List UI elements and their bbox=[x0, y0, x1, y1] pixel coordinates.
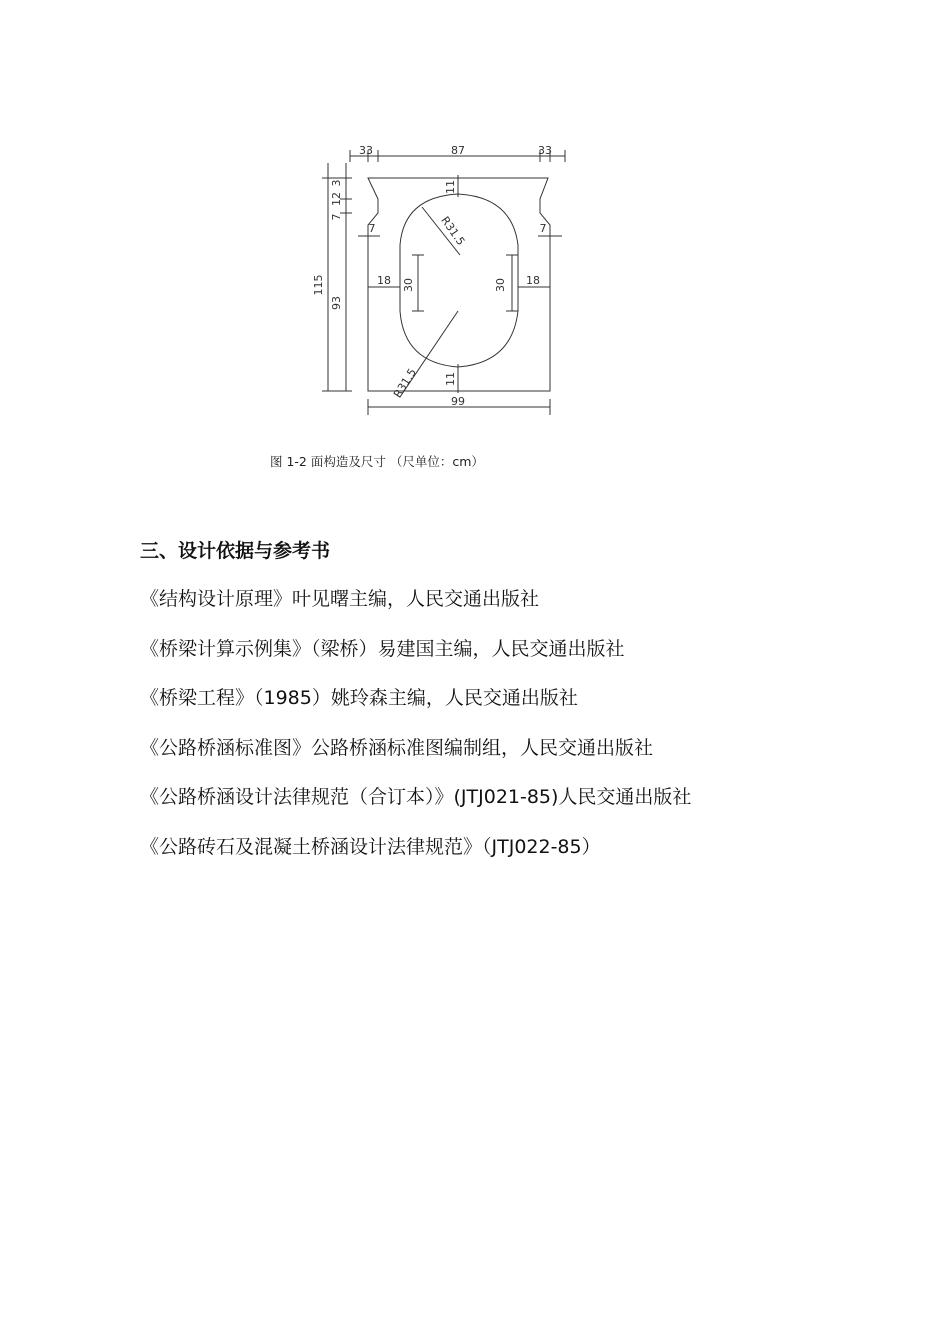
outer-outline bbox=[368, 178, 550, 391]
cross-section-drawing bbox=[300, 135, 580, 420]
section-heading: 三、设计依据与参考书 bbox=[140, 540, 331, 562]
dim-label-radius-top: R31.5 bbox=[438, 214, 468, 248]
dim-label-left-7: 7 bbox=[330, 213, 343, 221]
reference-item: 《桥梁计算示例集》（梁桥）易建国主编，人民交通出版社 bbox=[140, 637, 625, 660]
dim-label-left-12: 12 bbox=[330, 192, 343, 206]
dim-label-height-93: 93 bbox=[330, 296, 343, 310]
dim-label-side-7-right: 7 bbox=[539, 222, 547, 235]
dim-label-side-18-right: 18 bbox=[526, 274, 540, 287]
dim-label-top-mid: 87 bbox=[451, 144, 465, 157]
dim-label-top-11: 11 bbox=[444, 180, 457, 194]
dim-label-top-right: 33 bbox=[538, 144, 552, 157]
dim-label-side-7-left: 7 bbox=[368, 222, 376, 235]
reference-item: 《公路桥涵标准图》公路桥涵标准图编制组，人民交通出版社 bbox=[140, 736, 654, 759]
cross-section-svg bbox=[300, 135, 580, 420]
dim-label-bottom-11: 11 bbox=[444, 372, 457, 386]
dim-label-radius-bottom: R31.5 bbox=[391, 366, 420, 401]
dim-label-top-left: 33 bbox=[359, 144, 373, 157]
reference-item: 《结构设计原理》叶见曙主编，人民交通出版社 bbox=[140, 588, 540, 610]
reference-item: 《公路砖石及混凝土桥涵设计法律规范》（JTJ022-85） bbox=[140, 835, 601, 858]
dim-label-inner-30-right: 30 bbox=[494, 278, 507, 292]
reference-item: 《公路桥涵设计法律规范（合订本）》(JTJ021-85)人民交通出版社 bbox=[140, 786, 692, 809]
reference-item: 《桥梁工程》（1985）姚玲森主编，人民交通出版社 bbox=[140, 687, 578, 710]
dim-label-inner-30-left: 30 bbox=[402, 278, 415, 292]
reference-list bbox=[140, 584, 691, 882]
dim-label-bottom-width: 99 bbox=[451, 395, 465, 408]
dim-label-side-18-left: 18 bbox=[377, 274, 391, 287]
dim-label-height-115: 115 bbox=[312, 274, 325, 296]
dim-label-left-3: 3 bbox=[330, 179, 343, 187]
figure-caption: 图 1-2 面构造及尺寸 （尺单位：cm） bbox=[270, 454, 484, 469]
